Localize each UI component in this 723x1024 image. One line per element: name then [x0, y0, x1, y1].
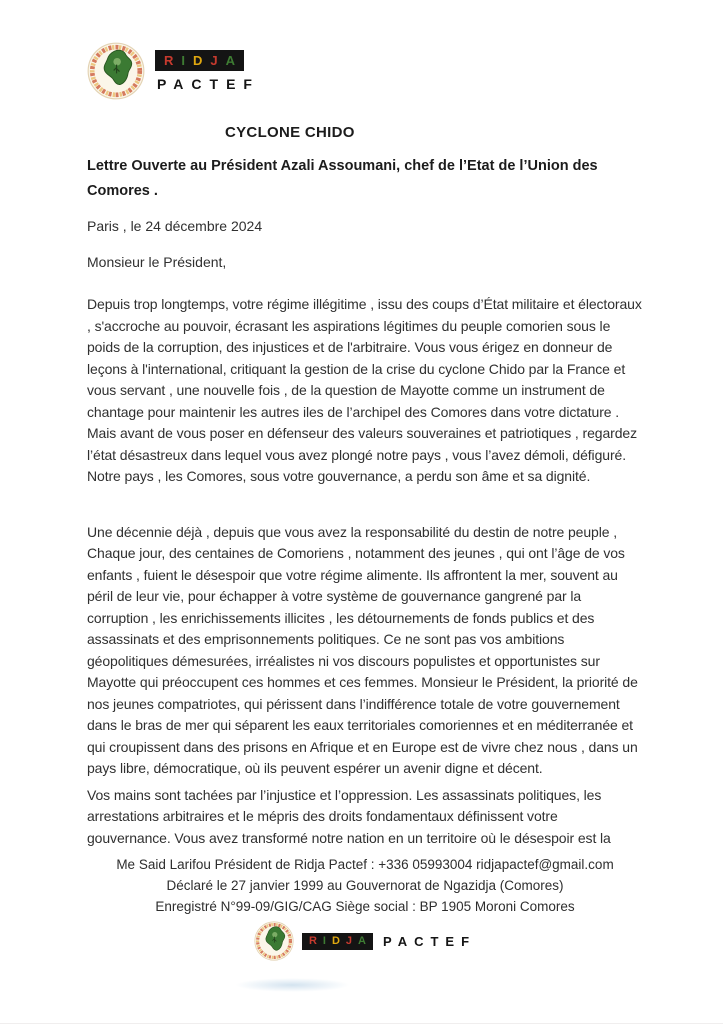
paragraph-injustice: Vos mains sont tachées par l’injustice et l’oppression. Les assassinats politiques, les arrestations arbitraires et le mépris des droits fondamentaux définissent votre gouvernance. Vous avez transformé notre nation en un territoire où le désespoir est la: [87, 786, 611, 846]
letter-title: CYCLONE CHIDO: [225, 124, 355, 141]
africa-emblem-icon: [254, 921, 294, 961]
brand-ridja-wordmark: R I D J A: [155, 50, 244, 71]
footer-registration-line: Enregistré N°99-09/GIG/CAG Siège social : BP 1905 Moroni Comores: [155, 899, 575, 914]
brand-pactef-wordmark: PACTEF: [157, 76, 260, 92]
africa-emblem-icon: [87, 42, 145, 100]
brand-pactef-wordmark: PACTEF: [383, 933, 477, 949]
dateline: Paris , le 24 décembre 2024: [87, 218, 263, 234]
brand-wordmark: [155, 50, 260, 92]
paragraph-decennie: Une décennie déjà , depuis que vous avez la responsabilité du destin de notre peuple , Chaque jour, des centaines de Comoriens , notamment des jeunes , qui ont l’âge de vos enfants , fuient le désespoir que votre régime alimente. Ils affrontent la mer, souvent au péril de leur vie, pour échapper à votre système de gouvernance gangrené par la corruption , les enrichissements illicites , les détournements de fonds publics et des assassinats et des emprisonnements politiques. Ce ne sont pas vos ambitions géopolitiques démesurées, irréalistes ni vos discours populistes et opportunistes sur Mayotte qui préoccupent ces hommes et ces femmes. Monsieur le Président, la priorité de nos jeunes compatriotes, qui périssent dans l’indifférence totale de votre gouvernement dans le bras de mer qui séparent les eaux territoriales comoriennes et en méditerranée et qui croupissent dans des prisons en Afrique et en Europe est de vivre chez nous , dans un pays libre, démocratique, où ils peuvent espérer un avenir digne et décent.: [87, 523, 638, 776]
paragraph-regime: Depuis trop longtemps, votre régime illégitime , issu des coups d’État militaire et électoraux , s'accroche au pouvoir, écrasant les aspirations légitimes du peuple comorien sous le poids de la corruption, des injustices et de l'arbitraire. Vous vous érigez en donneur de leçons à l'international, critiquant la gestion de la crise du cyclone Chido par la France et vous servant , une nouvelle fois , de la question de Mayotte comme un instrument de chantage pour maintenir les autres iles de l’archipel des Comores dans votre dictature . Mais avant de vous poser en défenseur des valeurs souveraines et patriotiques , regardez l’état désastreux dans lequel vous avez plongé notre pays , vous l’avez démoli, défiguré. Notre pays , les Comores, sous votre gouvernance, a perdu son âme et sa dignité.: [87, 296, 642, 484]
letter-subtitle: Lettre Ouverte au Président Azali Assoumani, chef de l’Etat de l’Union des Comores .: [87, 158, 598, 199]
salutation: Monsieur le Président,: [87, 253, 227, 270]
brand-ridja-wordmark: R I D J A: [302, 933, 373, 950]
footer-contact-line: Me Said Larifou Président de Ridja Pactef : +336 05993004 ridjapactef@gmail.com: [116, 857, 614, 872]
brand-footer: [87, 921, 643, 961]
brand-header: [87, 42, 643, 100]
letter-footer: [87, 854, 643, 917]
scan-smudge: [235, 978, 350, 992]
footer-declaration-line: Déclaré le 27 janvier 1999 au Gouvernorat de Ngazidja (Comores): [166, 878, 564, 893]
